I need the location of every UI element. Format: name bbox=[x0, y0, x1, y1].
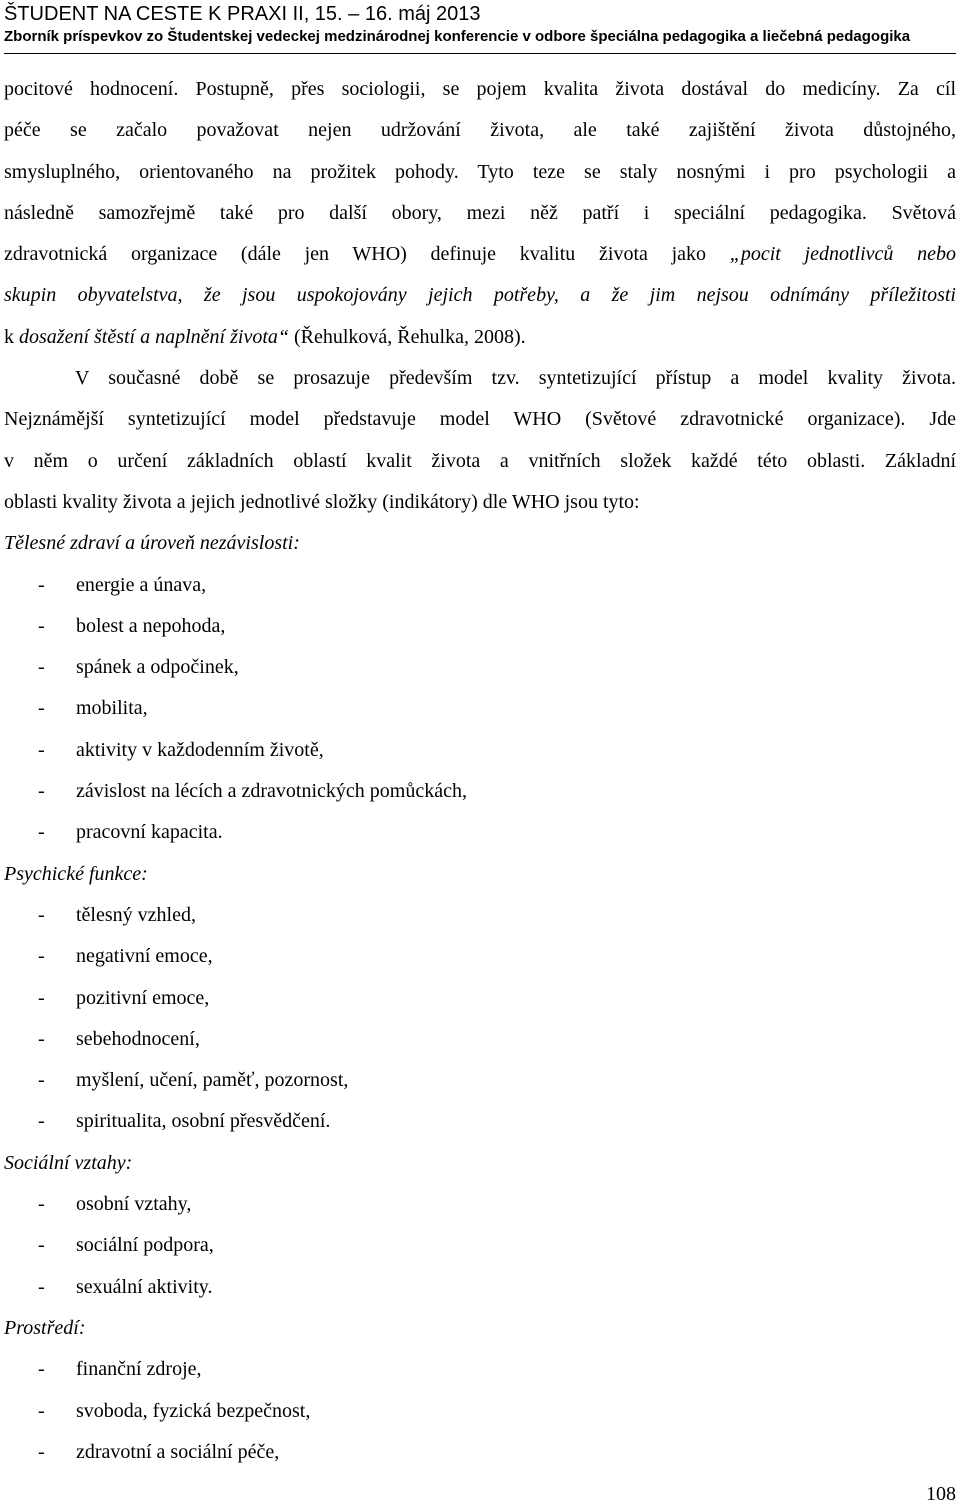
list-item-text: zdravotní a sociální péče, bbox=[76, 1440, 280, 1463]
bullet-dash: - bbox=[38, 986, 45, 1009]
text-span: zdravotnická organizace (dále jen WHO) definuje kvalitu života jako bbox=[4, 243, 730, 266]
text-line: V současné době se prosazuje především tzv. syntetizující přístup a model kvality života. bbox=[75, 367, 956, 390]
list-item-text: bolest a nepohoda, bbox=[76, 614, 226, 637]
list-item bbox=[4, 978, 956, 1019]
list-item bbox=[4, 606, 956, 647]
list-item-text: sebehodnocení, bbox=[76, 1027, 200, 1050]
list-item bbox=[4, 1101, 956, 1142]
bullet-dash: - bbox=[38, 1193, 45, 1216]
page-number: 108 bbox=[926, 1483, 956, 1505]
list-item-text: mobilita, bbox=[76, 697, 148, 720]
bullet-dash: - bbox=[38, 1399, 45, 1422]
list-item bbox=[4, 1267, 956, 1308]
list-item bbox=[4, 565, 956, 606]
citation: (Řehulková, Řehulka, 2008). bbox=[289, 325, 526, 348]
definition-quote: „pocit jednotlivců nebo bbox=[729, 243, 956, 266]
definition-quote-line: skupin obyvatelstva, že jsou uspokojovány jejich potřeby, a že jim nejsou odnímány příležitosti bbox=[4, 284, 956, 307]
bullet-dash: - bbox=[38, 1275, 45, 1298]
proceedings-subtitle: Zborník príspevkov zo Študentskej vedeckej medzinárodnej konferencie v odbore špeciálna pedagogika a liečebná pedagogika bbox=[4, 28, 911, 45]
text-line: péče se začalo považovat nejen udržování života, ale také zajištění života důstojného, bbox=[4, 119, 956, 142]
list-item bbox=[4, 1349, 956, 1390]
list-item bbox=[4, 895, 956, 936]
list-item bbox=[4, 1391, 956, 1432]
list-item-text: závislost na lécích a zdravotnických pomůckách, bbox=[76, 780, 467, 803]
text-line bbox=[4, 317, 956, 358]
text-line: smysluplného, orientovaného na prožitek pohody. Tyto teze se staly nosnými i pro psychologii a bbox=[4, 160, 956, 183]
bullet-dash: - bbox=[38, 945, 45, 968]
bullet-dash: - bbox=[38, 1234, 45, 1257]
list-item-text: myšlení, učení, paměť, pozornost, bbox=[76, 1069, 349, 1092]
list-item bbox=[4, 1184, 956, 1225]
list-item-text: spánek a odpočinek, bbox=[76, 656, 239, 679]
text-line: pocitové hodnocení. Postupně, přes sociologii, se pojem kvalita života dostával do medicíny. Za cíl bbox=[4, 78, 956, 100]
bullet-dash: - bbox=[38, 697, 45, 720]
bullet-dash: - bbox=[38, 1358, 45, 1381]
list-item bbox=[4, 730, 956, 771]
list-item-text: finanční zdroje, bbox=[76, 1358, 202, 1381]
bullet-dash: - bbox=[38, 738, 45, 761]
bullet-dash: - bbox=[38, 573, 45, 596]
definition-quote: dosažení štěstí a naplnění života“ bbox=[19, 325, 289, 348]
list-item-text: sociální podpora, bbox=[76, 1234, 214, 1257]
bullet-dash: - bbox=[38, 1069, 45, 1092]
list-item bbox=[4, 936, 956, 977]
list-item-text: sexuální aktivity. bbox=[76, 1275, 213, 1298]
bullet-dash: - bbox=[38, 821, 45, 844]
section-heading: Sociální vztahy: bbox=[4, 1151, 133, 1174]
list-item-text: tělesný vzhled, bbox=[76, 903, 196, 926]
section-heading: Tělesné zdraví a úroveň nezávislosti: bbox=[4, 532, 300, 555]
list-item-text: energie a únava, bbox=[76, 573, 207, 596]
running-header bbox=[4, 2, 956, 47]
list-item-text: pozitivní emoce, bbox=[76, 986, 210, 1009]
paragraph-1 bbox=[4, 69, 956, 358]
list-item-text: pracovní kapacita. bbox=[76, 821, 223, 844]
paragraph-2 bbox=[4, 358, 956, 523]
text-line bbox=[4, 234, 956, 275]
list-item bbox=[4, 688, 956, 729]
bullet-dash: - bbox=[38, 780, 45, 803]
bullet-dash: - bbox=[38, 1027, 45, 1050]
section-heading: Psychické funkce: bbox=[4, 862, 148, 885]
section-heading: Prostředí: bbox=[4, 1316, 86, 1339]
text-line: následně samozřejmě také pro další obory, mezi něž patří i speciální pedagogika. Světová bbox=[4, 201, 956, 224]
bullet-dash: - bbox=[38, 903, 45, 926]
list-item bbox=[4, 1225, 956, 1266]
bullet-dash: - bbox=[38, 1110, 45, 1133]
list-item bbox=[4, 771, 956, 812]
list-item-text: aktivity v každodenním životě, bbox=[76, 738, 324, 761]
text-line: v něm o určení základních oblastí kvalit života a vnitřních složek každé této oblasti. Základní bbox=[4, 449, 956, 472]
text-line: Nejznámější syntetizující model představuje model WHO (Světové zdravotnické organizace). Jde bbox=[4, 408, 956, 431]
list-item bbox=[4, 1019, 956, 1060]
list-item bbox=[4, 647, 956, 688]
text-span: k bbox=[4, 325, 19, 348]
bullet-dash: - bbox=[38, 656, 45, 679]
header-rule bbox=[4, 53, 956, 54]
domain-list bbox=[4, 523, 956, 1473]
bullet-dash: - bbox=[38, 1440, 45, 1463]
list-item-text: spiritualita, osobní přesvědčení. bbox=[76, 1110, 331, 1133]
list-item bbox=[4, 812, 956, 853]
conference-title: ŠTUDENT NA CESTE K PRAXI II, 15. – 16. máj 2013 bbox=[4, 3, 481, 25]
list-item-text: osobní vztahy, bbox=[76, 1193, 192, 1216]
text-line: oblasti kvality života a jejich jednotlivé složky (indikátory) dle WHO jsou tyto: bbox=[4, 490, 640, 513]
list-item bbox=[4, 1060, 956, 1101]
bullet-dash: - bbox=[38, 614, 45, 637]
list-item bbox=[4, 1432, 956, 1473]
list-item-text: svoboda, fyzická bezpečnost, bbox=[76, 1399, 311, 1422]
document-body bbox=[4, 69, 956, 1473]
list-item-text: negativní emoce, bbox=[76, 945, 213, 968]
